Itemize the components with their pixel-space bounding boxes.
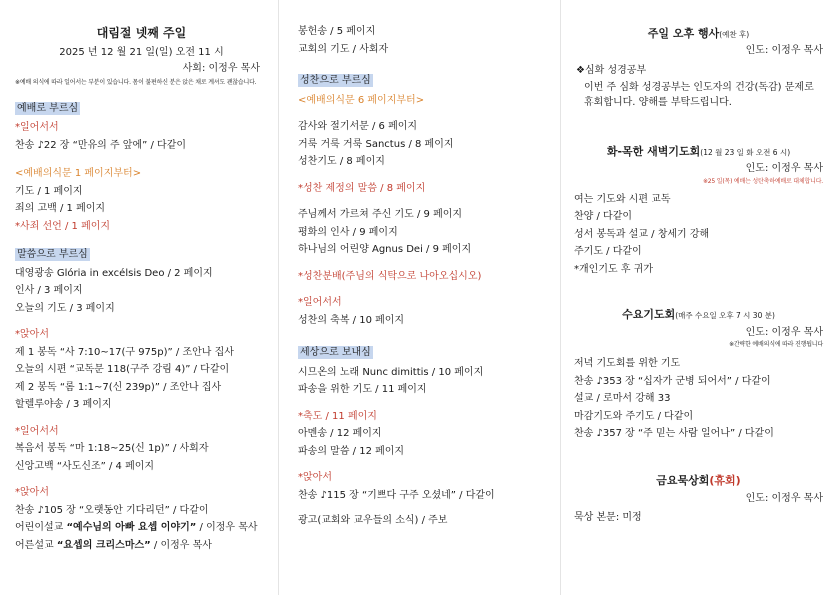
liturgy-item: 주님께서 가르쳐 주신 기도 / 9 페이지 <box>298 209 463 220</box>
liturgy-item: 봉헌송 / 5 페이지 <box>298 26 376 37</box>
bulletin-column-2 <box>278 0 560 595</box>
dawn-item: 주기도 / 다같이 <box>574 246 642 258</box>
children-sermon: 어린이설교 “예수님의 아빠 요셉 이야기” / 이정우 목사 <box>15 522 258 534</box>
section-word: 말씀으로 부르심 <box>17 249 88 261</box>
dawn-note: ※25 일(목) 예배는 성탄축하예배로 대체합니다. <box>702 177 823 185</box>
section-call-to-worship: 예배로 부르심 <box>17 102 79 114</box>
dawn-item: 찬양 / 다같이 <box>574 211 633 223</box>
stand-instruction: *일어서서 <box>298 297 342 308</box>
section-sending: 세상으로 보내심 <box>300 347 371 358</box>
liturgy-item: *성찬분배(주님의 식탁으로 나아오십시오) <box>298 270 482 282</box>
notices-item: 광고(교회와 교우들의 소식) / 주보 <box>298 515 448 526</box>
wednesday-item: 찬송 ♪357 장 “주 믿는 사람 일어나” / 다같이 <box>574 428 774 440</box>
service-title: 대림절 넷째 주일 <box>96 26 187 40</box>
liturgy-item: 할렐루야송 / 3 페이지 <box>15 399 112 411</box>
dawn-item: 성서 봉독과 설교 / 창세기 강해 <box>574 228 710 240</box>
deep-study-text: 이번 주 심화 성경공부는 인도자의 건강(독감) 문제로 <box>584 81 814 93</box>
wednesday-item: 설교 / 로마서 강해 33 <box>574 393 671 405</box>
liturgy-item: 기도 / 1 페이지 <box>15 185 83 197</box>
stand-instruction: *일어서서 <box>15 122 59 134</box>
liturgy-item: *사죄 선언 / 1 페이지 <box>15 220 111 232</box>
liturgy-item: 감사와 절기서문 / 6 페이지 <box>298 121 418 132</box>
liturgy-item: 파송의 말씀 / 12 페이지 <box>298 445 405 457</box>
liturgy-item: 인사 / 3 페이지 <box>15 285 83 297</box>
wednesday-item: 저녁 기도회를 위한 기도 <box>574 358 681 370</box>
hymn-item: 찬송 ♪105 장 “오랫동안 기다리던” / 다같이 <box>15 504 209 516</box>
bulletin-column-1 <box>0 0 278 595</box>
leader: 인도: 이정우 목사 <box>745 44 823 56</box>
liturgy-item: 파송을 위한 기도 / 11 페이지 <box>298 384 427 395</box>
liturgy-item: 성찬기도 / 8 페이지 <box>298 156 385 167</box>
liturgy-item: 성찬의 축복 / 10 페이지 <box>298 314 405 326</box>
deep-study-heading: ❖심화 성경공부 <box>576 65 647 77</box>
service-note: ※예배 의식에 따라 일어서는 부분이 있습니다. 몸이 불편하신 분은 앉은 채로 계셔도 괜찮습니다. <box>15 78 257 86</box>
friday-item: 묵상 본문: 미정 <box>574 511 642 523</box>
liturgy-item: 죄의 고백 / 1 페이지 <box>15 203 106 215</box>
dawn-item: *개인기도 후 귀가 <box>574 263 653 275</box>
wednesday-title: 수요기도회(매주 수요일 오후 7 시 30 분) <box>622 308 775 322</box>
liturgy-item: 하나님의 어린양 Agnus Dei / 9 페이지 <box>298 244 472 255</box>
liturgy-item: *축도 / 11 페이지 <box>298 410 377 422</box>
afternoon-title: 주일 오후 행사(예찬 후) <box>647 27 750 40</box>
sit-instruction: *앉아서 <box>15 329 49 341</box>
bulletin-column-3 <box>560 0 835 595</box>
sit-instruction: *앉아서 <box>15 487 49 499</box>
wednesday-note: ※간략한 예배의식에 따라 진행됩니다 <box>729 341 823 349</box>
liturgy-item: 교회의 기도 / 사회자 <box>298 43 389 55</box>
stand-instruction: *일어서서 <box>15 425 59 437</box>
hymn-item: 찬송 ♪22 장 “만유의 주 앞에” / 다같이 <box>15 139 187 151</box>
reading-item: 오늘의 시편 “교독문 118(구주 강림 4)” / 다같이 <box>15 364 230 376</box>
officiant: 사회: 이정우 목사 <box>182 63 260 75</box>
rite-reference: <예배의식문 1 페이지부터> <box>15 168 142 180</box>
liturgy-item: 오늘의 기도 / 3 페이지 <box>15 302 115 314</box>
liturgy-item: 시므온의 노래 Nunc dimittis / 10 페이지 <box>298 366 484 378</box>
reading-item: 제 2 봉독 “롬 1:1~7(신 239p)” / 조안나 집사 <box>15 381 222 393</box>
liturgy-item: 평화의 인사 / 9 페이지 <box>298 226 398 238</box>
liturgy-item: 아멘송 / 12 페이지 <box>298 428 382 439</box>
liturgy-item: *성찬 제정의 말씀 / 8 페이지 <box>298 182 426 194</box>
leader: 인도: 이정우 목사 <box>745 326 823 338</box>
liturgy-item: 신앙고백 “사도신조” / 4 페이지 <box>15 460 155 472</box>
reading-item: 제 1 봉독 “사 7:10~17(구 975p)” / 조안나 집사 <box>15 346 234 358</box>
deep-study-text: 휴회합니다. 양해를 부탁드립니다. <box>584 97 732 109</box>
section-eucharist: 성찬으로 부르심 <box>300 75 371 86</box>
liturgy-item: 거룩 거룩 거룩 Sanctus / 8 페이지 <box>298 138 454 150</box>
leader: 인도: 이정우 목사 <box>745 163 823 175</box>
wednesday-item: 마감기도와 주기도 / 다같이 <box>574 410 694 422</box>
hymn-item: 찬송 ♪115 장 “기쁘다 구주 오셨네” / 다같이 <box>298 489 495 501</box>
adult-sermon: 어른설교 “요셉의 크리스마스” / 이정우 목사 <box>15 539 212 551</box>
wednesday-item: 찬송 ♪353 장 “십자가 군병 되어서” / 다같이 <box>574 375 771 387</box>
service-date: 2025 년 12 월 21 일(일) 오전 11 시 <box>59 46 224 58</box>
sit-instruction: *앉아서 <box>298 472 332 483</box>
leader: 인도: 이정우 목사 <box>745 493 823 505</box>
friday-title: 금요묵상회(휴회) <box>656 473 741 487</box>
rite-reference: <예배의식문 6 페이지부터> <box>298 94 425 106</box>
liturgy-item: 대영광송 Glória in excélsis Deo / 2 페이지 <box>15 267 213 279</box>
dawn-item: 여는 기도와 시편 교독 <box>574 193 671 205</box>
reading-item: 복음서 봉독 “마 1:18~25(신 1p)” / 사회자 <box>15 443 209 455</box>
dawn-title: 화-목한 새벽기도회(12 월 23 일 화 오전 6 시) <box>606 144 791 158</box>
